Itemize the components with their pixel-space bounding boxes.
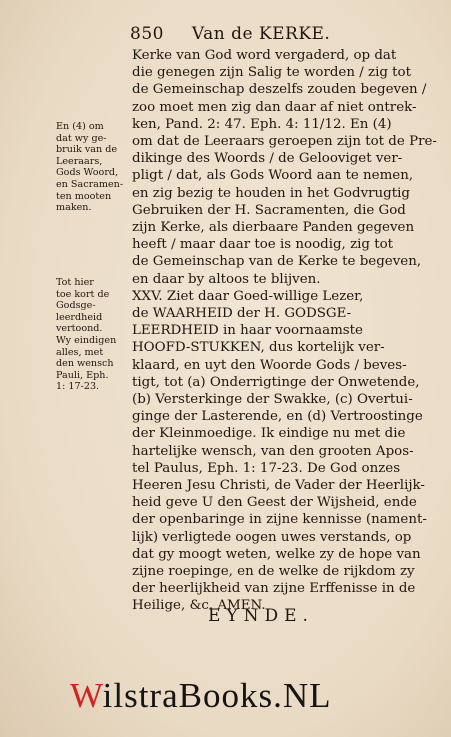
text-line: en zig bezig te houden in het Godvrugtig: [132, 185, 410, 201]
margin-note-line: vertoond.: [56, 323, 103, 335]
margin-note-line: Tot hier: [56, 277, 94, 288]
text-line: zoo moet men zig dan daar af niet ontrek-: [132, 99, 417, 115]
margin-note-line: En (4) om: [56, 121, 104, 132]
text-line: der openbaringe in zijne kennisse (nament-: [132, 512, 427, 528]
text-line: de Gemeinschap deszelfs zouden begeven /: [132, 82, 427, 98]
text-line: Gebruiken der H. Sacramenten, die God: [132, 202, 406, 218]
running-title: Van de KERKE.: [191, 24, 331, 44]
watermark-logo: [70, 676, 332, 716]
margin-note-line: den wensch: [56, 358, 114, 370]
margin-note-line: bruik van de: [56, 144, 118, 156]
text-line: der Kleinmoedige. Ik eindige nu met die: [132, 426, 406, 442]
margin-note-line: Wy eindigen: [56, 334, 117, 346]
text-line: hartelijke wensch, van den grooten Apos-: [132, 443, 414, 459]
margin-note-line: Pauli, Eph.: [56, 369, 109, 381]
page-header: [130, 24, 330, 44]
margin-note-2: [56, 277, 130, 393]
text-line: Heeren Jesu Christi, de Vader der Heerlijk-: [132, 478, 425, 493]
watermark-rest: ilstraBooks.NL: [102, 676, 332, 715]
text-line: tel Paulus, Eph. 1: 17-23. De God onzes: [132, 460, 401, 476]
text-line: Kerke van God word vergaderd, op dat: [132, 48, 397, 63]
margin-note-line: maken.: [56, 202, 92, 214]
margin-note-line: Godsge-: [56, 300, 96, 312]
text-line: dat gy moogt weten, welke zy de hope van: [132, 546, 421, 562]
text-line: die genegen zijn Salig te worden / zig tot: [132, 65, 411, 81]
text-line: zijne roepinge, en de welke de rijkdom zy: [132, 564, 415, 579]
text-line: heeft / maar daar toe is noodig, zig tot: [132, 237, 394, 253]
text-line: Heilige, &c. AMEN.: [132, 598, 266, 614]
text-line: om dat de Leeraars geroepen zijn tot de Pre-: [132, 134, 437, 149]
margin-note-line: toe kort de: [56, 288, 110, 300]
text-line: lijk) verligtede oogen uwes verstands, op: [132, 529, 412, 545]
closing-word: EYNDE.: [208, 606, 314, 626]
text-line: LEERDHEID in haar voornaamste: [132, 323, 363, 339]
text-line: HOOFD-STUKKEN, dus kortelijk ver-: [132, 340, 385, 356]
text-line: ginge der Lasterende, en (d) Vertroostinge: [132, 409, 423, 425]
text-line: der heerlijkheid van zijne Erffenisse in de: [132, 581, 416, 597]
text-line: dikinge des Woords / de Gelooviget ver-: [132, 151, 403, 167]
text-line: pligt / dat, als Gods Woord aan te nemen,: [132, 168, 414, 184]
text-line: klaard, en uyt den Woorde Gods / beves-: [132, 357, 407, 373]
text-line: de Gemeinschap van de Kerke te begeven,: [132, 254, 422, 270]
margin-note-line: en Sacramen-: [56, 178, 124, 190]
margin-note-line: leerdheid: [56, 311, 103, 323]
text-line: tigt, tot (a) Onderrigtinge der Onwetende,: [132, 374, 420, 390]
margin-note-line: dat wy ge-: [56, 132, 107, 144]
margin-note-1: [56, 121, 130, 214]
text-line: en daar by altoos te blijven.: [132, 271, 321, 287]
page-number: 850: [130, 24, 164, 44]
text-line: heid geve U den Geest der Wijsheid, ende: [132, 495, 417, 511]
text-line: (b) Versterkinge der Swakke, (c) Overtui-: [132, 392, 413, 407]
margin-note-line: 1: 17-23.: [56, 381, 100, 393]
watermark-first-letter: W: [70, 676, 103, 715]
margin-note-line: Leeraars,: [56, 155, 103, 167]
margin-note-line: Gods Woord,: [56, 167, 119, 179]
margin-note-line: alles, met: [56, 346, 104, 358]
text-line: ken, Pand. 2: 47. Eph. 4: 11/12. En (4): [132, 116, 392, 132]
text-line: XXV. Ziet daar Goed-willige Lezer,: [132, 288, 364, 304]
margin-note-line: ten mooten: [56, 190, 112, 202]
text-line: zijn Kerke, als dierbaare Panden gegeven: [132, 220, 415, 235]
text-line: de WAARHEID der H. GODSGE-: [132, 306, 352, 321]
